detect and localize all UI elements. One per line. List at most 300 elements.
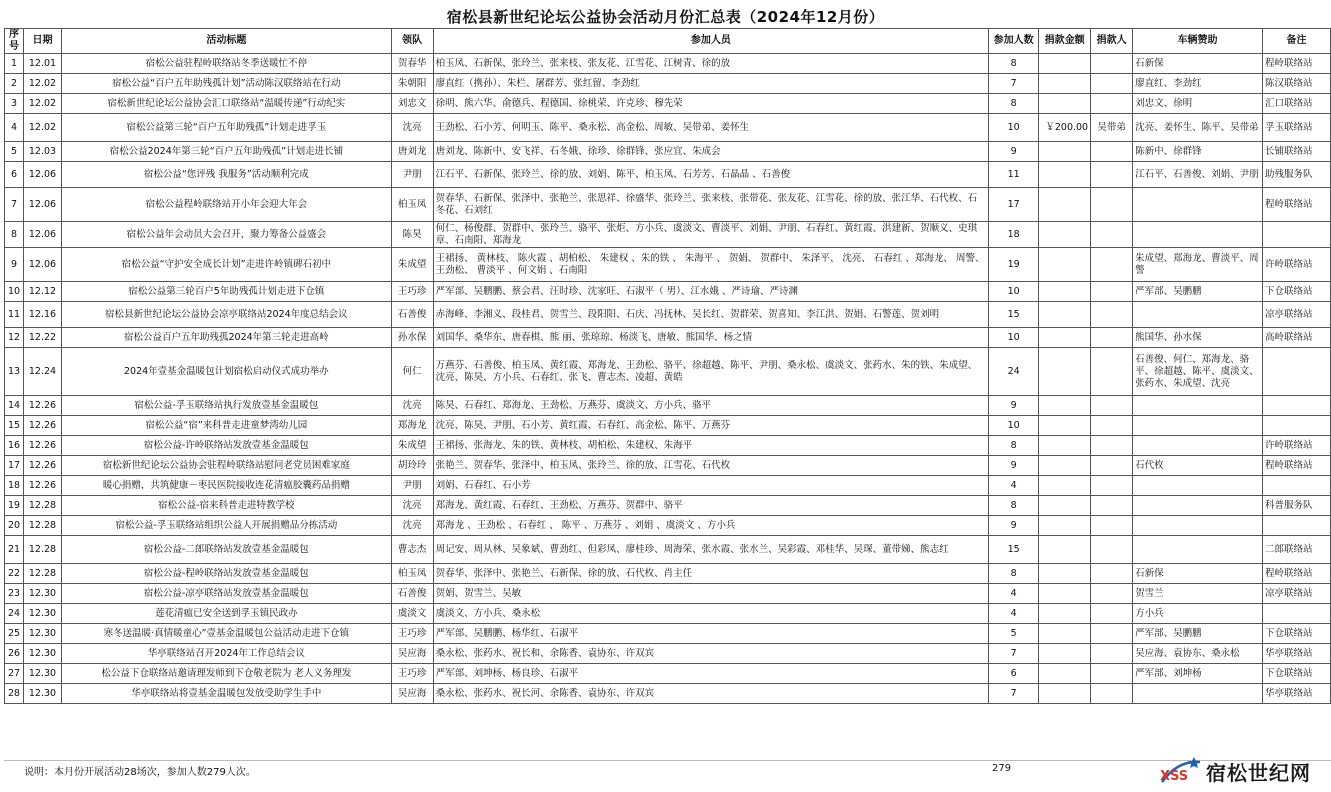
row-participants: 刘娟、石春红、石小芳 — [433, 476, 989, 496]
row-vehicle: 沈亮、姜怀生、陈平、吴带弟 — [1133, 114, 1263, 142]
table-row — [5, 74, 1331, 94]
row-participants: 王裙扬、 黄林枝、 陈火霞 、胡柏松、 朱建权 、朱的铁 、 朱海平 、 贺娟、 贺群中、 朱泽平、 沈亮、 石春红 、郑海龙、 周警、 王劲松、 曹淡平 、何文娟 、石南阳 — [433, 248, 989, 282]
row-remark: 华亭联络站 — [1262, 684, 1330, 704]
row-leader: 沈亮 — [391, 496, 433, 516]
row-leader: 吴应海 — [391, 644, 433, 664]
row-donation — [1039, 302, 1091, 328]
row-date: 12.03 — [23, 142, 61, 162]
row-remark: 长铺联络站 — [1262, 142, 1330, 162]
table-row — [5, 114, 1331, 142]
row-vehicle — [1133, 222, 1263, 248]
row-title: 宿松公益“守护安全成长计划”走进许岭镇碑石初中 — [61, 248, 391, 282]
row-index: 7 — [5, 188, 24, 222]
row-leader: 唐刘龙 — [391, 142, 433, 162]
total-count: 279 — [992, 763, 1012, 774]
row-index: 12 — [5, 328, 24, 348]
row-title: 宿松公益年会动员大会召开，聚力筹备公益盛会 — [61, 222, 391, 248]
row-participants: 陈昊、石春红、郑海龙、王劲松、万燕芬、虞淡文、方小兵、骆平 — [433, 396, 989, 416]
row-title: 宿松公益“百户五年助残孤计划”活动陈汉联络站在行动 — [61, 74, 391, 94]
row-donor — [1091, 328, 1133, 348]
row-title: 莲花清瘟已安全送到孚玉镇民政办 — [61, 604, 391, 624]
row-title: 宿松公益“宿”来科普走进童梦湾幼儿园 — [61, 416, 391, 436]
row-donor — [1091, 664, 1133, 684]
row-date: 12.26 — [23, 436, 61, 456]
row-vehicle — [1133, 436, 1263, 456]
row-index: 15 — [5, 416, 24, 436]
row-title: 宿松公益2024年第三轮“百户五年助残孤”计划走进长铺 — [61, 142, 391, 162]
row-donor — [1091, 496, 1133, 516]
row-index: 24 — [5, 604, 24, 624]
table-row — [5, 302, 1331, 328]
row-participants: 郑海龙、黄红霞、石春红、王劲松、万燕芬、贺群中、骆平 — [433, 496, 989, 516]
row-donation — [1039, 54, 1091, 74]
row-title: 2024年壹基金温暖包计划宿松启动仪式成功举办 — [61, 348, 391, 396]
row-participants: 王裙扬、张海龙、朱的铁、黄林枝、胡柏松、朱建权、朱海平 — [433, 436, 989, 456]
row-vehicle: 石代枚 — [1133, 456, 1263, 476]
row-remark: 程岭联络站 — [1262, 564, 1330, 584]
table-row — [5, 54, 1331, 74]
row-participants: 贺春华、张泽中、张艳兰、石新保、徐的放、石代枚、肖主任 — [433, 564, 989, 584]
row-date: 12.28 — [23, 536, 61, 564]
row-count: 7 — [989, 684, 1039, 704]
row-count: 4 — [989, 476, 1039, 496]
row-remark: 二郎联络站 — [1262, 536, 1330, 564]
row-date: 12.30 — [23, 584, 61, 604]
row-participants: 廖直红（携孙）、朱栏、屠群芳、张红留、李劲红 — [433, 74, 989, 94]
row-donor — [1091, 624, 1133, 644]
row-leader: 柏玉凤 — [391, 188, 433, 222]
row-leader: 何仁 — [391, 348, 433, 396]
row-count: 8 — [989, 54, 1039, 74]
row-count: 7 — [989, 74, 1039, 94]
row-donation — [1039, 516, 1091, 536]
row-count: 9 — [989, 516, 1039, 536]
table-row — [5, 416, 1331, 436]
row-leader: 虞淡文 — [391, 604, 433, 624]
row-title: 宿松公益程岭联络站开小年会迎大年会 — [61, 188, 391, 222]
row-remark — [1262, 396, 1330, 416]
row-vehicle — [1133, 416, 1263, 436]
row-participants: 虞淡文、方小兵、桑永松 — [433, 604, 989, 624]
row-title: 暖心捐赠，共筑健康－枣民医院接收连花清瘟胶囊药品捐赠 — [61, 476, 391, 496]
row-donation — [1039, 536, 1091, 564]
row-remark: 凉亭联络站 — [1262, 584, 1330, 604]
row-donation — [1039, 564, 1091, 584]
row-remark: 程岭联络站 — [1262, 54, 1330, 74]
row-index: 16 — [5, 436, 24, 456]
row-vehicle — [1133, 496, 1263, 516]
table-row — [5, 664, 1331, 684]
row-leader: 胡玲玲 — [391, 456, 433, 476]
row-donation — [1039, 142, 1091, 162]
row-index: 5 — [5, 142, 24, 162]
row-index: 4 — [5, 114, 24, 142]
row-date: 12.30 — [23, 644, 61, 664]
row-participants: 严军部、吴鹏鹏、杨华红、石淑平 — [433, 624, 989, 644]
site-logo — [1158, 754, 1328, 790]
row-vehicle — [1133, 516, 1263, 536]
row-date: 12.12 — [23, 282, 61, 302]
row-participants: 桑永松、张药水、祝长河、余陈香、袁协东、许双宾 — [433, 684, 989, 704]
row-index: 14 — [5, 396, 24, 416]
row-participants: 江石平、石新保、张玲兰、徐的放、刘娟、陈平、柏玉凤、石芳芳、石晶晶 、石善俊 — [433, 162, 989, 188]
row-count: 7 — [989, 644, 1039, 664]
table-row — [5, 604, 1331, 624]
row-donation — [1039, 416, 1091, 436]
row-leader: 吴应海 — [391, 684, 433, 704]
row-remark: 凉亭联络站 — [1262, 302, 1330, 328]
row-remark — [1262, 222, 1330, 248]
row-remark: 华亭联络站 — [1262, 644, 1330, 664]
row-index: 28 — [5, 684, 24, 704]
row-vehicle: 石善俊、何仁、郑海龙、骆平、徐超越、陈平、虞淡文、张药水、朱成望、沈亮 — [1133, 348, 1263, 396]
row-date: 12.16 — [23, 302, 61, 328]
row-donor: 吴带弟 — [1091, 114, 1133, 142]
row-vehicle: 严军部、吴鹏鹏 — [1133, 624, 1263, 644]
row-donor — [1091, 142, 1133, 162]
row-leader: 石善俊 — [391, 584, 433, 604]
row-title: 宿松公益-宿来科普走进特教学校 — [61, 496, 391, 516]
activity-table — [4, 28, 1331, 704]
row-donor — [1091, 516, 1133, 536]
table-row — [5, 624, 1331, 644]
row-vehicle: 刘忠文、徐明 — [1133, 94, 1263, 114]
row-donor — [1091, 348, 1133, 396]
row-vehicle: 贺雪兰 — [1133, 584, 1263, 604]
row-leader: 沈亮 — [391, 396, 433, 416]
table-row — [5, 328, 1331, 348]
table-row — [5, 584, 1331, 604]
row-leader: 孙水保 — [391, 328, 433, 348]
row-vehicle: 廖直红、李劲红 — [1133, 74, 1263, 94]
row-date: 12.06 — [23, 188, 61, 222]
row-index: 20 — [5, 516, 24, 536]
row-date: 12.24 — [23, 348, 61, 396]
row-date: 12.06 — [23, 222, 61, 248]
row-leader: 朱成望 — [391, 436, 433, 456]
row-participants: 沈亮、陈昊、尹朋、石小芳、黄红霞、石春红、高金松、陈平、万燕芬 — [433, 416, 989, 436]
row-leader: 沈亮 — [391, 516, 433, 536]
row-participants: 贺娟、贺雪兰、吴敏 — [433, 584, 989, 604]
row-remark: 助残服务队 — [1262, 162, 1330, 188]
row-count: 10 — [989, 282, 1039, 302]
row-count: 15 — [989, 302, 1039, 328]
row-count: 5 — [989, 624, 1039, 644]
row-count: 6 — [989, 664, 1039, 684]
row-donor — [1091, 94, 1133, 114]
table-row — [5, 396, 1331, 416]
col-header-leader: 领队 — [391, 29, 433, 54]
table-row — [5, 282, 1331, 302]
row-date: 12.26 — [23, 476, 61, 496]
row-vehicle — [1133, 536, 1263, 564]
row-leader: 郑海龙 — [391, 416, 433, 436]
row-index: 19 — [5, 496, 24, 516]
row-vehicle: 吴应海、袁协东、桑永松 — [1133, 644, 1263, 664]
svg-text:XSS: XSS — [1160, 769, 1189, 784]
row-donor — [1091, 436, 1133, 456]
row-donor — [1091, 584, 1133, 604]
row-participants: 赤海峰、李湘义、段桂君、贺雪兰、段阳阳、石庆、冯抚林、吴长红、贺群荣、贺喜知、李江洪、贺娟、石警莲、贺刘明 — [433, 302, 989, 328]
row-donor — [1091, 74, 1133, 94]
row-participants: 唐刘龙、陈新中、安飞祥、石冬娥、徐珍、徐群锋、张应宜、朱成会 — [433, 142, 989, 162]
table-row — [5, 436, 1331, 456]
row-title: 华亭联络站召开2024年工作总结会议 — [61, 644, 391, 664]
row-donation: ￥200.00 — [1039, 114, 1091, 142]
row-count: 9 — [989, 142, 1039, 162]
row-remark: 许岭联络站 — [1262, 436, 1330, 456]
row-count: 9 — [989, 396, 1039, 416]
row-participants: 王劲松、石小芳、何明玉、陈平、桑永松、高金松、周敏、吴带弟、姜怀生 — [433, 114, 989, 142]
row-index: 9 — [5, 248, 24, 282]
row-count: 8 — [989, 564, 1039, 584]
row-vehicle — [1133, 684, 1263, 704]
row-index: 11 — [5, 302, 24, 328]
row-date: 12.26 — [23, 416, 61, 436]
row-date: 12.22 — [23, 328, 61, 348]
table-row — [5, 94, 1331, 114]
row-leader: 尹朋 — [391, 476, 433, 496]
row-vehicle: 江石平、石善俊、刘娟、尹朋 — [1133, 162, 1263, 188]
table-row — [5, 564, 1331, 584]
row-title: 宿松新世纪论坛公益协会汇口联络站“温暖传递”行动纪实 — [61, 94, 391, 114]
row-title: 宿松公益-程岭联络站发放壹基金温暖包 — [61, 564, 391, 584]
row-title: 宿松公益-二郎联络站发放壹基金温暖包 — [61, 536, 391, 564]
row-participants: 周记安、周从林、吴象斌、曹劲红、但彩凤、廖桂珍、周海荣、张水霞、张水兰、吴彩霞、邓桂华、吴琛、董带娣、熊志红 — [433, 536, 989, 564]
row-leader: 刘忠文 — [391, 94, 433, 114]
row-count: 11 — [989, 162, 1039, 188]
row-date: 12.28 — [23, 564, 61, 584]
table-row — [5, 222, 1331, 248]
row-count: 10 — [989, 416, 1039, 436]
row-participants: 郑海龙 、王劲松 、石春红 、 陈平 、万燕芬 、刘娟 、虞淡文 、方小兵 — [433, 516, 989, 536]
row-leader: 尹朋 — [391, 162, 433, 188]
row-donation — [1039, 396, 1091, 416]
row-donation — [1039, 644, 1091, 664]
row-index: 23 — [5, 584, 24, 604]
row-date: 12.30 — [23, 664, 61, 684]
row-index: 18 — [5, 476, 24, 496]
row-donation — [1039, 348, 1091, 396]
row-title: 宿松公益百户五年助残孤2024年第三轮走进高岭 — [61, 328, 391, 348]
row-leader: 王巧珍 — [391, 664, 433, 684]
row-date: 12.30 — [23, 624, 61, 644]
row-remark: 许岭联络站 — [1262, 248, 1330, 282]
row-participants: 何仁、杨俊群、贺群中、张玲兰、骆平、张炬、方小兵、虞淡文、曹淡平、刘娟、尹朋、石春红、黄红霞、洪建新、贺顺义、史琪章、石南阳、郑海龙 — [433, 222, 989, 248]
row-remark — [1262, 476, 1330, 496]
row-count: 18 — [989, 222, 1039, 248]
row-title: 宿松公益“您评残 我服务”活动顺利完成 — [61, 162, 391, 188]
col-header-donation: 捐款金额 — [1039, 29, 1091, 54]
row-date: 12.02 — [23, 74, 61, 94]
row-donation — [1039, 74, 1091, 94]
row-index: 6 — [5, 162, 24, 188]
row-donation — [1039, 282, 1091, 302]
row-count: 15 — [989, 536, 1039, 564]
row-title: 宿松县新世纪论坛公益协会凉亭联络站2024年度总结会议 — [61, 302, 391, 328]
row-participants: 张艳兰、贺春华、张泽中、柏玉凤、张玲兰、徐的放、江雪花、石代枚 — [433, 456, 989, 476]
row-title: 松公益下仓联络站邀请理发师到下仓敬老院为 老人义务理发 — [61, 664, 391, 684]
row-title: 宿松公益-孚玉联络站执行发放壹基金温暖包 — [61, 396, 391, 416]
row-leader: 曹志杰 — [391, 536, 433, 564]
row-donation — [1039, 188, 1091, 222]
row-index: 22 — [5, 564, 24, 584]
row-title: 宿松公益第三轮“百户五年助残孤”计划走进孚玉 — [61, 114, 391, 142]
row-leader: 柏玉凤 — [391, 564, 433, 584]
row-title: 宿松公益-许岭联络站发放壹基金温暖包 — [61, 436, 391, 456]
row-vehicle: 石新保 — [1133, 54, 1263, 74]
row-donation — [1039, 604, 1091, 624]
row-vehicle: 严军部、刘坤杨 — [1133, 664, 1263, 684]
row-count: 4 — [989, 584, 1039, 604]
row-count: 24 — [989, 348, 1039, 396]
col-header-remark: 备注 — [1262, 29, 1330, 54]
row-donation — [1039, 328, 1091, 348]
row-participants: 贺春华、石新保、张泽中、张艳兰、张思祥、徐盛华、张玲兰、张来枝、张带花、张友花、江雪花、徐的放、张江华、石代枚、石冬花、石刘红 — [433, 188, 989, 222]
row-remark: 高岭联络站 — [1262, 328, 1330, 348]
row-remark: 陈汉联络站 — [1262, 74, 1330, 94]
row-donor — [1091, 248, 1133, 282]
row-count: 8 — [989, 94, 1039, 114]
col-header-count: 参加人数 — [989, 29, 1039, 54]
row-donation — [1039, 456, 1091, 476]
row-donor — [1091, 282, 1133, 302]
row-participants: 徐明、熊六华、俞德兵、程德国、徐桃荣、许克珍、穆先荣 — [433, 94, 989, 114]
table-row — [5, 516, 1331, 536]
row-date: 12.26 — [23, 396, 61, 416]
row-remark: 科普服务队 — [1262, 496, 1330, 516]
row-vehicle — [1133, 476, 1263, 496]
row-index: 2 — [5, 74, 24, 94]
row-title: 宿松公益第三轮百户5年助残孤计划走进下仓镇 — [61, 282, 391, 302]
row-title: 寒冬送温暖·真情暖童心”壹基金温暖包公益活动走进下仓镇 — [61, 624, 391, 644]
row-participants: 严军部、刘坤杨、杨良珍、石淑平 — [433, 664, 989, 684]
row-participants: 桑永松、张药水、祝长和、余陈香、袁协东、许双宾 — [433, 644, 989, 664]
row-donation — [1039, 248, 1091, 282]
divider — [4, 760, 1331, 761]
row-donation — [1039, 222, 1091, 248]
table-row — [5, 248, 1331, 282]
row-index: 10 — [5, 282, 24, 302]
row-leader: 沈亮 — [391, 114, 433, 142]
row-vehicle — [1133, 188, 1263, 222]
row-date: 12.01 — [23, 54, 61, 74]
logo-text: 宿松世纪网 — [1206, 761, 1311, 785]
table-row — [5, 162, 1331, 188]
col-header-donor: 捐款人 — [1091, 29, 1133, 54]
col-header-date: 日期 — [23, 29, 61, 54]
row-donation — [1039, 584, 1091, 604]
row-remark: 程岭联络站 — [1262, 188, 1330, 222]
header-row — [5, 29, 1331, 54]
row-donor — [1091, 396, 1133, 416]
row-donor — [1091, 564, 1133, 584]
row-donor — [1091, 416, 1133, 436]
row-donation — [1039, 496, 1091, 516]
row-remark — [1262, 348, 1330, 396]
row-index: 1 — [5, 54, 24, 74]
row-participants: 刘国华、桑华东、唐春棋、熊 丽、张琼琼、杨淡飞、唐敏、熊国华、杨之情 — [433, 328, 989, 348]
row-remark — [1262, 516, 1330, 536]
row-count: 8 — [989, 496, 1039, 516]
row-vehicle: 严军部、吴鹏鹏 — [1133, 282, 1263, 302]
row-date: 12.30 — [23, 684, 61, 704]
row-date: 12.02 — [23, 94, 61, 114]
table-row — [5, 536, 1331, 564]
table-row — [5, 142, 1331, 162]
row-index: 27 — [5, 664, 24, 684]
row-index: 8 — [5, 222, 24, 248]
row-date: 12.28 — [23, 516, 61, 536]
row-title: 宿松公益-孚玉联络站组织公益人开展捐赠品分拣活动 — [61, 516, 391, 536]
row-donor — [1091, 162, 1133, 188]
col-header-vehicle: 车辆赞助 — [1133, 29, 1263, 54]
row-remark — [1262, 416, 1330, 436]
row-leader: 贺春华 — [391, 54, 433, 74]
row-donation — [1039, 664, 1091, 684]
row-leader: 朱朝阳 — [391, 74, 433, 94]
row-count: 4 — [989, 604, 1039, 624]
row-donation — [1039, 684, 1091, 704]
row-donation — [1039, 476, 1091, 496]
row-count: 10 — [989, 114, 1039, 142]
table-row — [5, 644, 1331, 664]
col-header-index: 序号 — [5, 29, 24, 54]
row-donation — [1039, 436, 1091, 456]
row-donor — [1091, 456, 1133, 476]
row-remark — [1262, 604, 1330, 624]
row-index: 17 — [5, 456, 24, 476]
row-vehicle: 石新保 — [1133, 564, 1263, 584]
table-row — [5, 456, 1331, 476]
row-index: 21 — [5, 536, 24, 564]
row-count: 10 — [989, 328, 1039, 348]
row-vehicle — [1133, 396, 1263, 416]
row-participants: 万燕芬、石善俊、柏玉凤、黄红霞、郑海龙、王劲松、骆平、徐超越、陈平、尹朋、桑永松、虞淡文、张药水、朱的铁、朱成望、沈亮、陈昊、方小兵、石春红、张飞、曹志杰、凌超、黄皓 — [433, 348, 989, 396]
row-date: 12.02 — [23, 114, 61, 142]
row-leader: 石善俊 — [391, 302, 433, 328]
row-donor — [1091, 604, 1133, 624]
row-vehicle: 朱成望、郑海龙、曹淡平、周警 — [1133, 248, 1263, 282]
row-participants: 严军部、吴鹏鹏、蔡会君、汪时珍、沈家旺、石淑平（ 男）、江水娥 、严诗瑜、严诗渊 — [433, 282, 989, 302]
row-donor — [1091, 54, 1133, 74]
row-leader: 王巧珍 — [391, 282, 433, 302]
table-row — [5, 348, 1331, 396]
row-title: 宿松公益驻程岭联络站冬季送暖忙不停 — [61, 54, 391, 74]
table-row — [5, 188, 1331, 222]
row-donation — [1039, 94, 1091, 114]
row-count: 9 — [989, 456, 1039, 476]
row-remark: 下仓联络站 — [1262, 282, 1330, 302]
row-leader: 朱成望 — [391, 248, 433, 282]
sheet-title: 宿松县新世纪论坛公益协会活动月份汇总表（2024年12月份） — [446, 8, 885, 26]
row-leader: 王巧珍 — [391, 624, 433, 644]
logo-mark-icon — [1158, 756, 1204, 786]
row-date: 12.28 — [23, 496, 61, 516]
row-leader: 陈昊 — [391, 222, 433, 248]
row-donor — [1091, 476, 1133, 496]
table-body — [5, 54, 1331, 704]
row-donor — [1091, 684, 1133, 704]
col-header-title: 活动标题 — [61, 29, 391, 54]
row-vehicle: 陈新中、徐群锋 — [1133, 142, 1263, 162]
row-index: 13 — [5, 348, 24, 396]
row-remark: 汇口联络站 — [1262, 94, 1330, 114]
row-vehicle — [1133, 302, 1263, 328]
summary-note: 说明：本月份开展活动28场次，参加人数279人次。 — [24, 767, 256, 778]
row-remark: 程岭联络站 — [1262, 456, 1330, 476]
col-header-participants: 参加人员 — [433, 29, 989, 54]
